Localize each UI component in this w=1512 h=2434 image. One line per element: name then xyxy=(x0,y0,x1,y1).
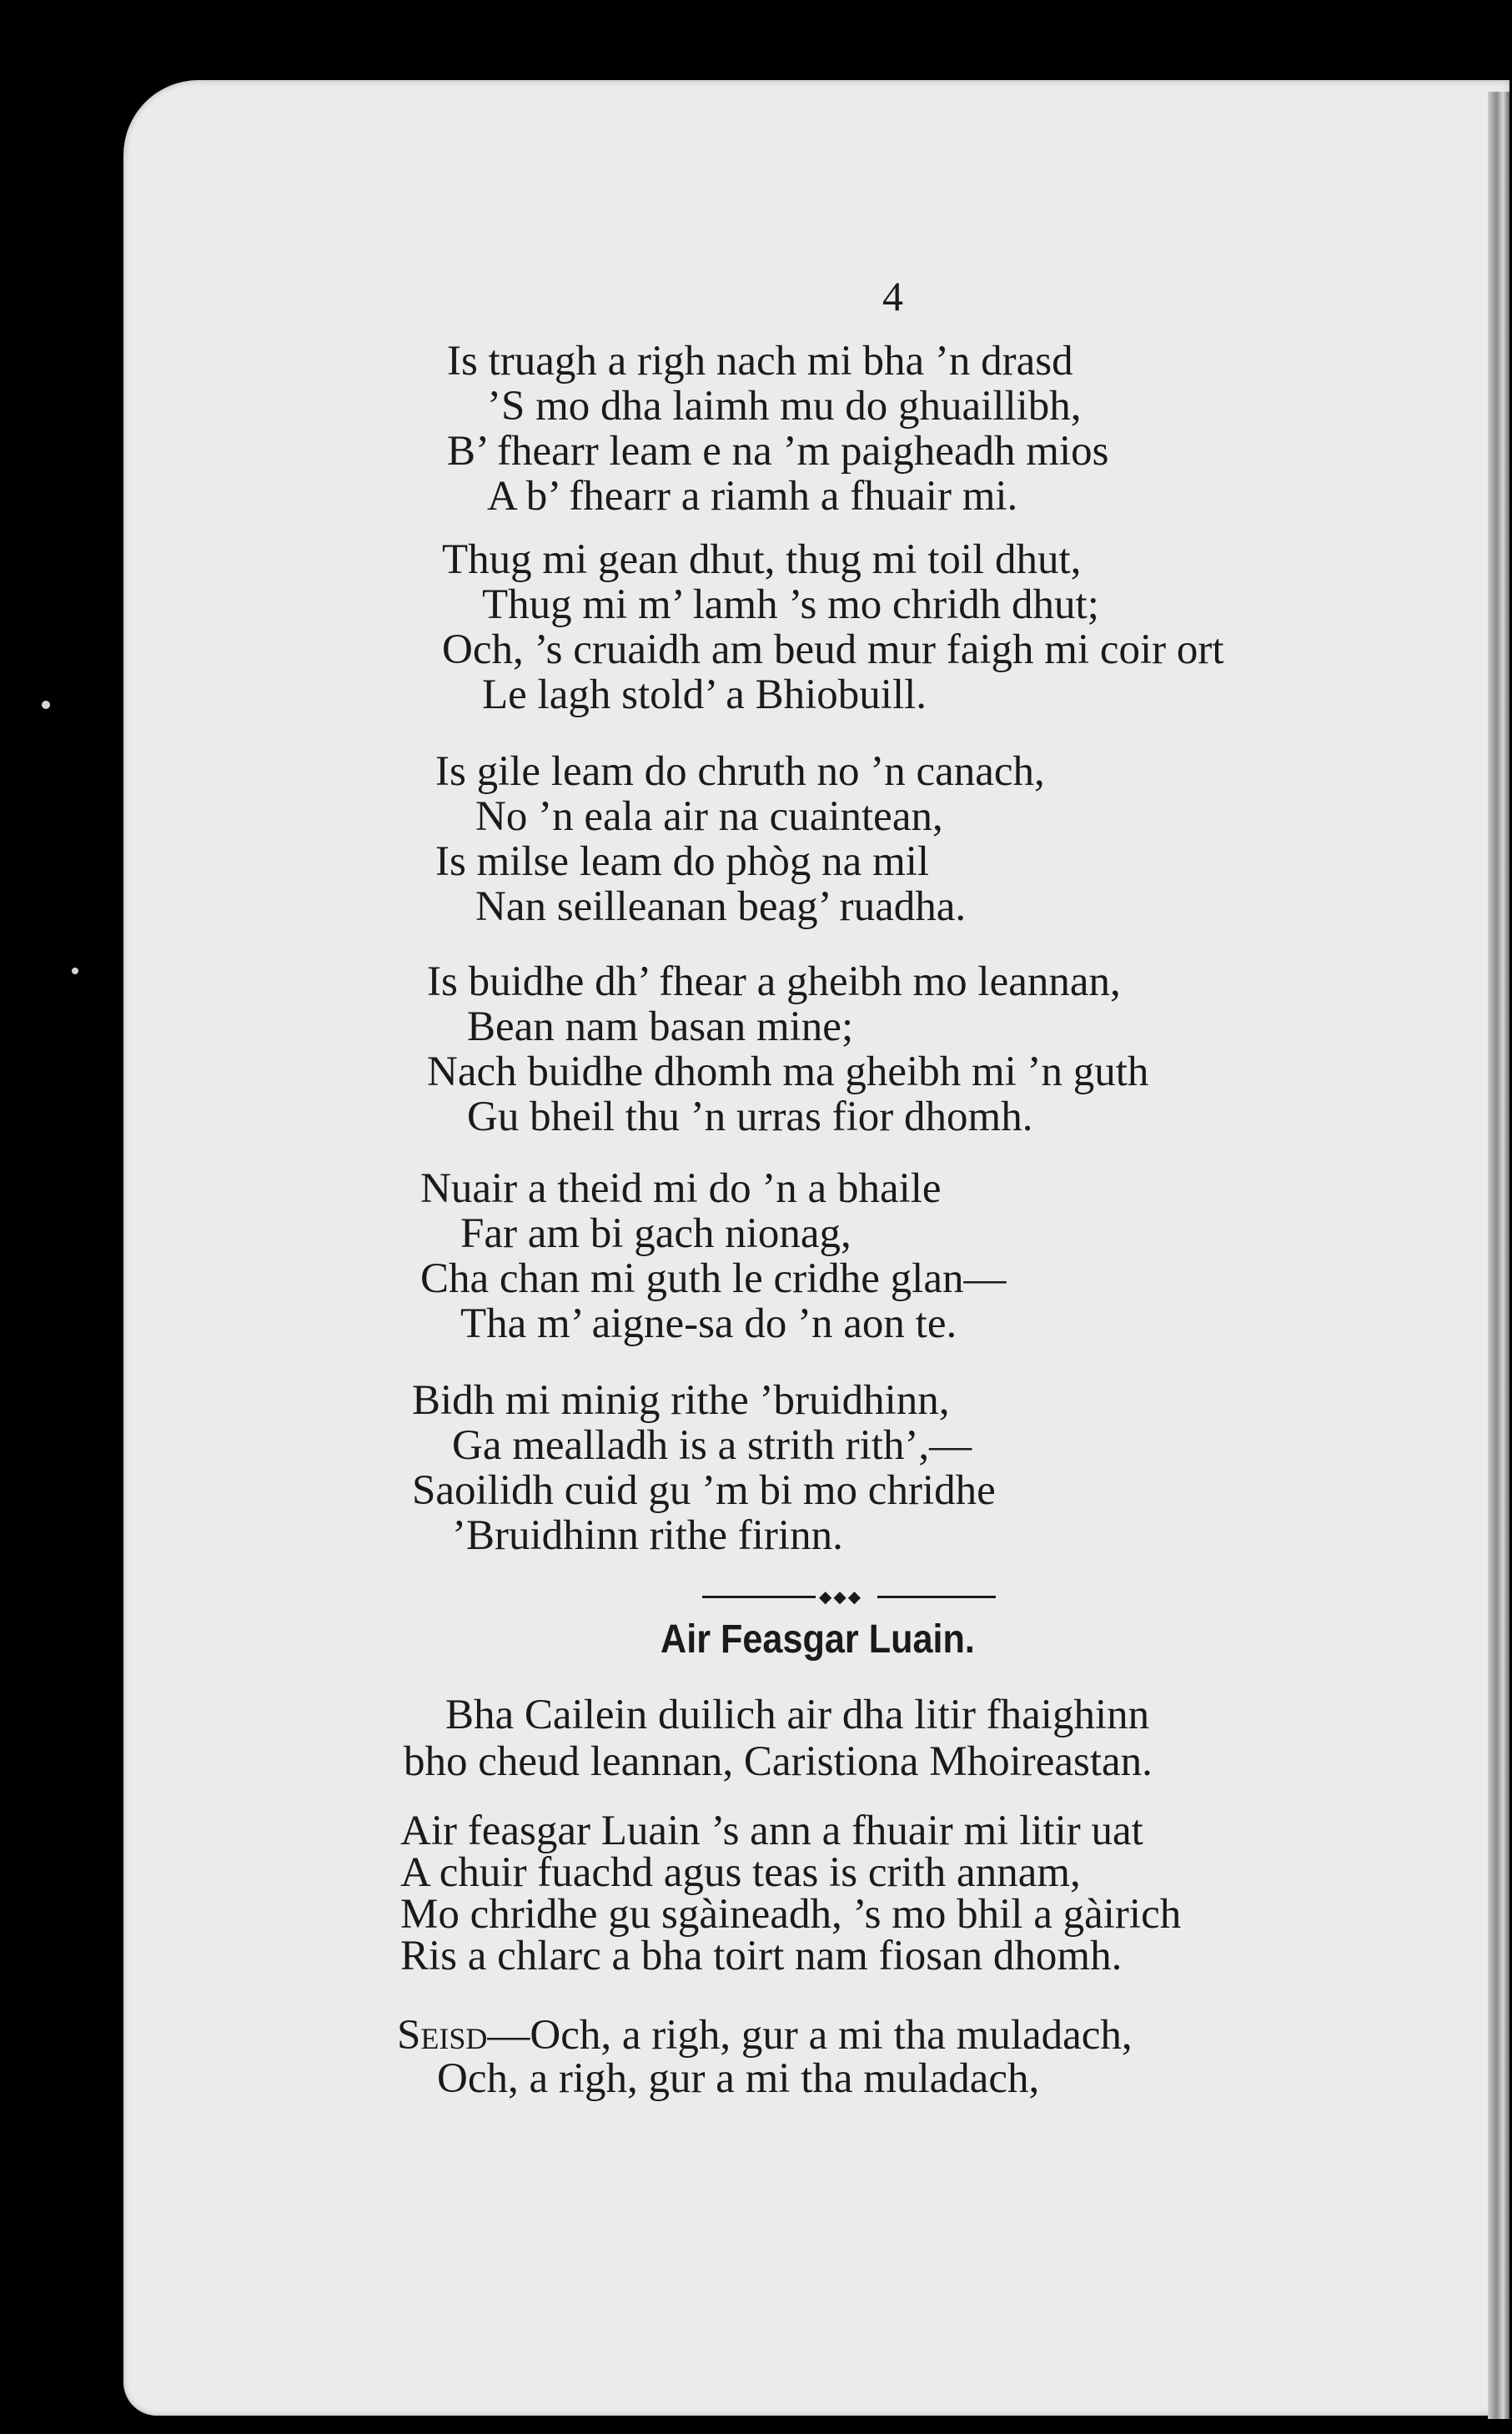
verse-line: Ris a chlarc a bha toirt nam fiosan dhomh. xyxy=(400,1933,1123,1979)
verse-line: Nan seilleanan beag’ ruadha. xyxy=(475,883,967,930)
verse-line: Ga mealladh is a strith rith’,— xyxy=(452,1422,972,1469)
verse-line: Far am bi gach nionag, xyxy=(460,1210,851,1257)
chorus-line xyxy=(397,2014,1133,2057)
verse-line: Is truagh a righ nach mi bha ’n drasd xyxy=(447,338,1073,385)
scan-speck xyxy=(42,701,50,709)
stanza xyxy=(427,959,1148,1139)
stanza xyxy=(412,1378,996,1558)
verse-line: Is milse leam do phòg na mil xyxy=(435,838,930,885)
verse-line: Is buidhe dh’ fhear a gheibh mo leannan, xyxy=(427,958,1121,1005)
verse-line: A b’ fhearr a riamh a fhuair mi. xyxy=(487,473,1018,520)
chorus-label: Seisd xyxy=(397,2012,488,2059)
stanza xyxy=(442,537,1224,717)
chorus-block xyxy=(397,2014,1133,2100)
verse-line: Mo chridhe gu sgàineadh, ’s mo bhil a gàirich xyxy=(400,1891,1182,1938)
verse-line: Nuair a theid mi do ’n a bhaile xyxy=(420,1165,942,1212)
stanza xyxy=(435,749,1045,929)
verse-line: A chuir fuachd agus teas is crith annam, xyxy=(400,1849,1081,1896)
verse-line: Gu bheil thu ’n urras fior dhomh. xyxy=(467,1094,1033,1140)
divider-ornament: ◆◆◆ xyxy=(819,1587,863,1607)
verse-line: Air feasgar Luain ’s ann a fhuair mi litir uat xyxy=(400,1808,1143,1854)
section-divider xyxy=(702,1588,996,1605)
intro-line: Bha Cailein duilich air dha litir fhaighinn xyxy=(445,1692,1150,1738)
verse-line: Nach buidhe dhomh ma gheibh mi ’n guth xyxy=(427,1049,1149,1095)
song-title: Air Feasgar Luain. xyxy=(661,1617,975,1662)
verse-line: Tha m’ aigne-sa do ’n aon te. xyxy=(460,1300,957,1347)
stanza xyxy=(420,1166,1006,1346)
intro-paragraph xyxy=(404,1692,1153,1785)
verse-line: ’Bruidhinn rithe firinn. xyxy=(452,1512,843,1559)
verse-line: Saoilidh cuid gu ’m bi mo chridhe xyxy=(412,1467,996,1514)
verse-line: ’S mo dha laimh mu do ghuaillibh, xyxy=(487,383,1082,430)
verse-line: Bidh mi minig rithe ’bruidhinn, xyxy=(412,1377,950,1424)
chorus-line-text: —Och, a righ, gur a mi tha muladach, xyxy=(487,2012,1133,2059)
verse-line: Bean nam basan mine; xyxy=(467,1003,854,1050)
verse-line: Thug mi gean dhut, thug mi toil dhut, xyxy=(442,536,1082,583)
verse-line: No ’n eala air na cuaintean, xyxy=(475,793,943,840)
scan-speck xyxy=(72,968,78,974)
page-edge xyxy=(1488,92,1509,2419)
verse-line: Thug mi m’ lamh ’s mo chridh dhut; xyxy=(482,581,1099,628)
verse-line: Is gile leam do chruth no ’n canach, xyxy=(435,748,1045,795)
page-number: 4 xyxy=(882,273,903,319)
stanza xyxy=(447,339,1109,519)
chorus-line: Och, a righ, gur a mi tha muladach, xyxy=(437,2055,1040,2102)
verse-line: B’ fhearr leam e na ’m paigheadh mios xyxy=(447,428,1109,475)
verse-line: Cha chan mi guth le cridhe glan— xyxy=(420,1255,1007,1302)
verse-block xyxy=(400,1810,1181,1977)
verse-line: Le lagh stold’ a Bhiobuill. xyxy=(482,671,927,718)
verse-line: Och, ’s cruaidh am beud mur faigh mi coir ort xyxy=(442,626,1224,673)
intro-line: bho cheud leannan, Caristiona Mhoireastan. xyxy=(404,1738,1153,1785)
